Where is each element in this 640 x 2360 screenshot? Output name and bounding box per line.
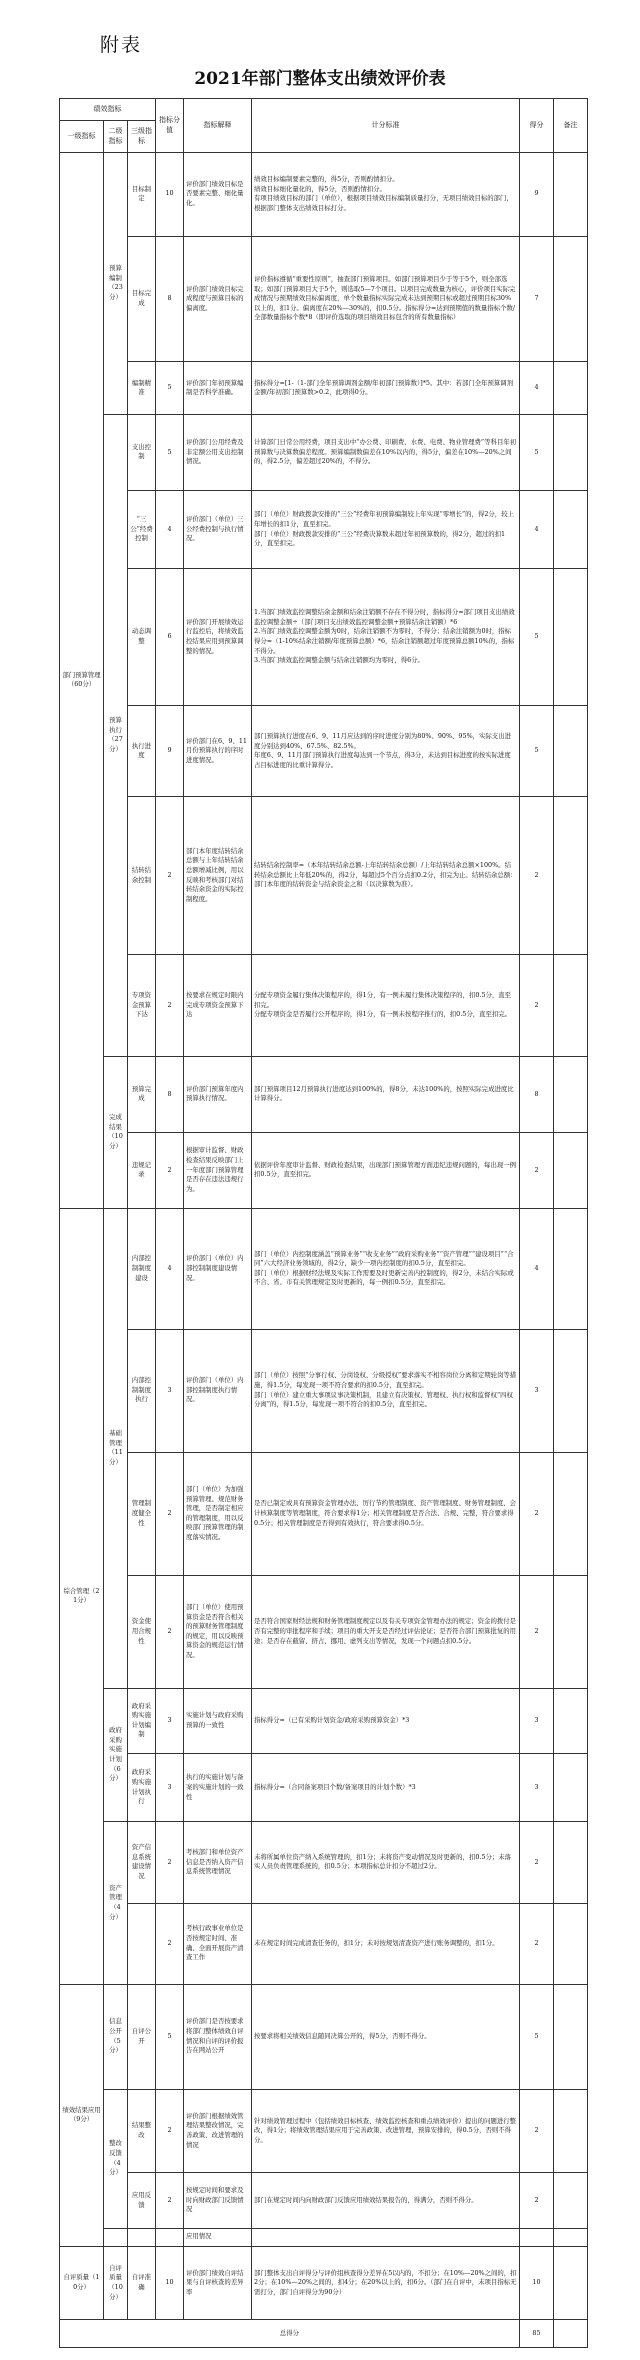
level3-cell: 内部控制制度执行 [128,1329,156,1452]
standard-cell: 绩效目标编制要素完整的，得5分，否则酌情扣分。 绩效目标细化量化的，得5分，否则酌情扣分。 有项目绩效目标的部门（单位），根据项目绩效目标编制质量打分，无项目绩效目标的部门，根据部门整体支出绩效目标打分。 [252,152,520,236]
note-cell [554,1208,588,1329]
level3-cell: “三公”经费控制 [128,490,156,569]
header-level2: 二级指标 [104,121,128,152]
score-cell: 4 [520,362,554,414]
header-weight: 指标分值 [156,99,184,153]
note-cell [554,2173,588,2228]
note-cell [554,1903,588,1984]
explain-cell: 评价部门根据绩效管理结果整改情况，完善政策、改进管理的情况 [184,2089,252,2173]
standard-cell: 指标得分=（合同备案项目个数/备案项目的计划个数）*3 [252,1754,520,1822]
score-cell: 2 [520,1903,554,1984]
level3-cell: 执行进度 [128,705,156,797]
note-cell [554,797,588,954]
score-cell: 3 [520,1688,554,1754]
weight-cell: 2 [156,1452,184,1575]
level3-cell: 资金使用合规性 [128,1575,156,1688]
level2-budget-exec: 预算执行（27分） [104,414,128,1056]
standard-cell: 是否符合国家财经法规和财务管理制度规定以及有关专项资金管理办法的规定；资金的拨付是否有完整的审批程序和手续；项目的重大开支是否经过评估论证；是否符合部门预算批复的用途；是否存在截留、挤占、挪用、虚列支出等情况，发现一个问题点扣0.5分。 [252,1575,520,1688]
explain-cell: 评价部门（单位）内部控制制度建设情况。 [184,1208,252,1329]
level3-cell: 结果整改 [128,2089,156,2173]
standard-cell: 部门在规定时间内向财政部门反馈应用绩效结果报告的，得满分，否则不得分。 [252,2173,520,2228]
note-cell [554,1575,588,1688]
note-cell [554,1984,588,2089]
header-level3: 三级指标 [128,121,156,152]
explain-cell: 部门（单位）使用预算资金是否符合相关的预算财务管理制度的规定，用以反映预算资金的规范运行情况。 [184,1575,252,1688]
weight-cell: 10 [156,152,184,236]
weight-cell: 5 [156,1984,184,2089]
explain-cell: 评价部门绩效目标是否要素完整、细化量化。 [184,152,252,236]
score-cell: 10 [520,2246,554,2319]
level3-cell [128,1903,156,1984]
score-cell: 4 [520,490,554,569]
score-cell: 5 [520,705,554,797]
score-cell: 2 [520,2089,554,2173]
note-cell [554,569,588,705]
level3-cell: 目标完成 [128,236,156,362]
standard-cell: 按要求将相关绩效信息随同决算公开的，得5分，否则不得分。 [252,1984,520,2089]
level1-results-apply: 绩效结果应用（9分） [60,1984,104,2246]
explain-cell: 按规定时间和要求及时向财政部门反馈情况 [184,2173,252,2228]
standard-cell: 部门（单位）财政拨款安排的“三公”经费年初预算编制较上年实现“零增长”的，得2分，较上年增长的扣1分，直至扣完。 部门（单位）财政拨款安排的“三公”经费决算数未超过年初预算数的，得2分，超过的扣1分，直至扣完。 [252,490,520,569]
score-cell: 4 [520,1208,554,1329]
note-cell [554,1754,588,1822]
explain-cell: 执行的实施计划与备案的实施计划的一致性 [184,1754,252,1822]
score-cell: 2 [520,1452,554,1575]
note-cell [554,1329,588,1452]
level2-assets: 资产管理（4分） [104,1822,128,1985]
blank-cell [252,2228,520,2246]
note-cell [554,954,588,1056]
score-cell: 2 [520,1822,554,1903]
note-cell [554,1822,588,1903]
blank-cell [128,2228,156,2246]
page-title: 2021年部门整体支出绩效评价表 [194,69,446,89]
score-cell: 2 [520,1132,554,1208]
level2-disclosure: 信息公开（5分） [104,1984,128,2089]
weight-cell: 10 [156,2246,184,2319]
weight-cell: 2 [156,1575,184,1688]
weight-cell: 6 [156,569,184,705]
score-cell: 2 [520,2173,554,2228]
weight-cell: 4 [156,490,184,569]
total-score: 85 [520,2320,554,2348]
score-cell: 8 [520,1056,554,1132]
explain-cell: 评价部门在6、9、11月份预算执行的序时进度情况。 [184,705,252,797]
header-explain: 指标解释 [184,99,252,153]
level2-procurement: 政府采购实施计划（6分） [104,1688,128,1822]
note-cell [554,1688,588,1754]
note-cell [554,362,588,414]
explain-cell: 考核行政事业单位是否按规定时间、准确、全面开展资产清查工作 [184,1903,252,1984]
explain-cell: 评价部门年初预算编制是否科学准确。 [184,362,252,414]
explain-cell: 评价部门是否按要求将部门整体绩效自评情况和自评的评价报告在网站公开 [184,1984,252,2089]
standard-cell: 部门预算执行进度在6、9、11月应达到的序时进度分别为80%、90%、95%，实际支出进度分别达到40%、67.5%、82.5%。 年度6、9、11月部门预算执行进度每达到一个节点，得3分，未达到目标进度的按实际进度占目标进度的比重计算得分。 [252,705,520,797]
explain-cell: 评价部门（单位）三公经费控制与执行情况。 [184,490,252,569]
standard-cell: 结转结余控制率=（本年结转结余总额-上年结转结余总额）/上年结转结余总额×100%。结转结余总额比上年低20%的，得2分，每超过5个百分点扣0.2分，扣完为止。结转结余总额：部门本年度的结转资金与结余资金之和（以决算数为准）。 [252,797,520,954]
level3-cell: 目标制定 [128,152,156,236]
note-cell [554,2089,588,2173]
level3-cell: 结转结余控制 [128,797,156,954]
level3-cell: 政府采购实施计划执行 [128,1754,156,1822]
level2-self-eval: 自评质量（10分） [104,2246,128,2319]
level3-cell: 资产信息系统建设情况 [128,1822,156,1903]
note-cell [554,414,588,490]
note-cell [554,1132,588,1208]
apply-label: 应用情况 [184,2228,252,2246]
level3-cell: 违规记录 [128,1132,156,1208]
standard-cell: 部门（单位）内控制度涵盖“预算业务”“收支业务”“政府采购业务”“资产管理”“建设项目”“合同”六大经济业务领域的，得2分，缺少一项内控制度的扣0.5分，直至扣完。 部门（单位）根据财经法规及实际工作需要及时更新完善内控制度的，得2分，未结合实际或不合、省、市有关管理规定及时更新的，每一例扣0.5分，直至扣完。 [252,1208,520,1329]
level3-cell: 编制精准 [128,362,156,414]
note-cell [554,152,588,236]
score-cell: 3 [520,1754,554,1822]
standard-cell: 针对绩效管理过程中（包括绩效目标核查、绩效监控核查和重点绩效评价）提出的问题进行整改，得1分；将绩效管理结果应用于完善政策、改进管理，预算安排的，得0.5分，否则不得分。 [252,2089,520,2173]
weight-cell: 2 [156,954,184,1056]
explain-cell: 评价部门开展绩效运行监控后，将绩效监控结果应用到预算调整的情况。 [184,569,252,705]
weight-cell: 2 [156,1903,184,1984]
blank-cell [104,2228,128,2246]
score-cell: 2 [520,797,554,954]
weight-cell: 5 [156,362,184,414]
score-cell: 7 [520,236,554,362]
score-cell: 2 [520,954,554,1056]
level3-cell: 支出控制 [128,414,156,490]
score-cell: 5 [520,569,554,705]
level3-cell: 政府采购实施计划编制 [128,1688,156,1754]
note-cell [554,1056,588,1132]
standard-cell: 指标得分=[1-（1-部门全年预算调剂金额/年初部门预算数）]*5。其中：若部门全年预算调剂金额/年初部门预算数>0.2，此项得0分。 [252,362,520,414]
explain-cell: 评价部门预算年度内预算执行情况。 [184,1056,252,1132]
evaluation-table [59,98,588,2348]
level3-cell: 应用反馈 [128,2173,156,2228]
weight-cell: 2 [156,797,184,954]
level1-general: 综合管理（21分） [60,1208,104,1984]
level2-basic: 基础管理（11分） [104,1208,128,1688]
header-score: 得分 [520,99,554,153]
level3-cell: 自评公开 [128,1984,156,2089]
explain-cell: 部门本年度结转结余总额与上年结转结余总额增减比例，用以反映和考核部门对结转结余资金的实际控制程度。 [184,797,252,954]
explain-cell: 评价部门公用经费及非定额公用支出控制情况。 [184,414,252,490]
weight-cell: 2 [156,1822,184,1903]
weight-cell: 4 [156,1208,184,1329]
weight-cell: 8 [156,236,184,362]
header-note: 备注 [554,99,588,153]
weight-cell: 2 [156,2173,184,2228]
level3-cell: 内部控制制度建设 [128,1208,156,1329]
weight-cell: 2 [156,2089,184,2173]
explain-cell: 考核部门和单位资产信息是否纳入资产信息系统管理情况 [184,1822,252,1903]
weight-cell: 2 [156,1132,184,1208]
level3-cell: 预算完成 [128,1056,156,1132]
note-cell [554,2246,588,2319]
weight-cell: 9 [156,705,184,797]
note-cell [554,705,588,797]
explain-cell: 评价部门绩效自评结果与自评核查的差异率 [184,2246,252,2319]
level1-budget: 部门预算管理（60分） [60,152,104,1208]
standard-cell: 是否已制定或具有预算资金管理办法、厉行节约管理制度、资产管理制度、财务管理制度、会计核算制度等管理制度，符合要求得1分；相关管理制度是否合法、合规、完整，符合要求得0.5分；相关管理制度是否得到有效执行，符合要求得0.5分。 [252,1452,520,1575]
total-label: 总得分 [60,2320,520,2348]
blank-cell [156,2228,184,2246]
header-level1: 一级指标 [60,121,104,152]
blank-cell [554,2228,588,2246]
standard-cell: 1.当部门绩效监控调整结余金额和结余注销额不存在不得分时，指标得分=部门项目支出绩效监控调整金额÷（部门项目支出绩效监控调整金额+预算结余注销额）*6 2.当部门绩效监控调整金额为0时，结余注销额不为零时，不得分；结余注销额为0时，指标得分=（1-10%结余注销额/年度预算总额）*6，结余注销额超过年度预算总额10%的，指标不得分。 3.当部门绩效监控调整金额与结余注销额均为零时，得6分。 [252,569,520,705]
explain-cell: 部门（单位）为加强预算管理、规范财务管理，是否制定相应的管理制度，用以反映部门预算管理的制度落实情况。 [184,1452,252,1575]
score-cell: 5 [520,1984,554,2089]
level2-results: 完成结果（10分） [104,1056,128,1208]
score-cell: 3 [520,1329,554,1452]
level2-budget-prep: 预算编制（23分） [104,152,128,414]
explain-cell: 评价部门（单位）内部控制制度执行情况。 [184,1329,252,1452]
standard-cell: 部门整体支出自评得分与评价组核查得分差异在5以内的，不扣分；在10%—20%之间的，扣2分；在10%—20%之间的，扣4分；在20%以上的，扣6分。（部门在自评中，未项目指标无需打分，部门自评得分为90分） [252,2246,520,2319]
header-indicator: 绩效指标 [60,99,156,121]
weight-cell: 8 [156,1056,184,1132]
standard-cell: 部门预算项目12月预算执行进度达到100%的，得8分，未达100%的，按照实际完成进度比计算得分。 [252,1056,520,1132]
weight-cell: 3 [156,1688,184,1754]
weight-cell: 3 [156,1329,184,1452]
weight-cell: 5 [156,414,184,490]
explain-cell: 按要求在规定时限内完成专项资金预算下达 [184,954,252,1056]
note-cell [554,2320,588,2348]
standard-cell: 未在规定时间完成清查任务的，扣1分；未对按规划清查资产进行账务调整的，扣1分。 [252,1903,520,1984]
standard-cell: 评价指标遵循“重要性原则”，抽查部门预算项目。如部门预算项目少于等于5个，则全部选取；如部门预算项目大于5个，则选取5—7个项目。以项目完成数量为核心，评价项目实际完成情况与预期绩效目标偏离度，单个数量指标实际完成未达到预期目标或超过预期目标30%以上的，扣1分。偏离度在20%—30%的，扣0.5分。指标得分=达到预期值的数量指标个数/全部数量指标个数*8（即评价选取的项目绩效目标包含的所有数量指标） [252,236,520,362]
level3-cell: 专项资金预算下达 [128,954,156,1056]
weight-cell: 3 [156,1754,184,1822]
standard-cell: 部门（单位）按照“分事行权、分岗设权、分级授权”要求落实不相容岗位分离和定期轮岗等措施，得1.5分，每发现一项不符合要求的扣0.5分，直至扣完。 部门（单位）建立重大事项议事决策机制，且建立有决策权、管理权、执行权和监督权“四权分离”的，得1.5分，每发现一项不符合的扣0.5分，直至扣完。 [252,1329,520,1452]
note-cell [554,236,588,362]
note-cell [554,490,588,569]
note-cell [554,1452,588,1575]
level1-self-eval: 自评质量（10分） [60,2246,104,2319]
explain-cell: 实施计划与政府采购预算的一致性 [184,1688,252,1754]
standard-cell: 指标得分=（已有采购计划资金/政府采购预算资金）*3 [252,1688,520,1754]
score-cell: 5 [520,414,554,490]
appendix-label: 附表 [100,34,143,56]
level3-cell: 动态调整 [128,569,156,705]
level2-rectify: 整改反馈（4分） [104,2089,128,2228]
level3-cell: 自评准确 [128,2246,156,2319]
standard-cell: 计算部门日常公用经费，项目支出中“办公费、印刷费、水费、电费、物业管理费”等科目年初预算数与决算数偏差程度。预算编制数偏差在10%以内的，得5分，偏差在10%—20%之间的，得2.5分，偏差超过20%的，不得分。 [252,414,520,490]
standard-cell: 分配专项资金履行集体决策程序的，得1分，有一例未履行集体决策程序的，扣0.5分，直至扣完。 分配专项资金是否履行公开程序的，得1分，有一例未按程序推行的，扣0.5分，直至扣完。 [252,954,520,1056]
header-standard: 计分标准 [252,99,520,153]
standard-cell: 未将所属单位资产纳入系统管理的，扣1分；未将资产变动情况及时更新的，扣0.5分；未落实人员负责管理系统的，扣0.5分；本项指标总计扣分不超过2分。 [252,1822,520,1903]
score-cell: 2 [520,1575,554,1688]
explain-cell: 根据审计监督、财政检查结果反映部门上一年度部门预算管理是否存在违法违规行为。 [184,1132,252,1208]
level3-cell: 管理制度健全性 [128,1452,156,1575]
score-cell: 9 [520,152,554,236]
blank-cell [520,2228,554,2246]
standard-cell: 依据评价年度审计监督、财政检查结果，出现部门预算管理方面违纪违规问题的，每出现一例扣0.5分，直至扣完。 [252,1132,520,1208]
explain-cell: 评价部门绩效目标完成程度与预算目标的偏离度。 [184,236,252,362]
